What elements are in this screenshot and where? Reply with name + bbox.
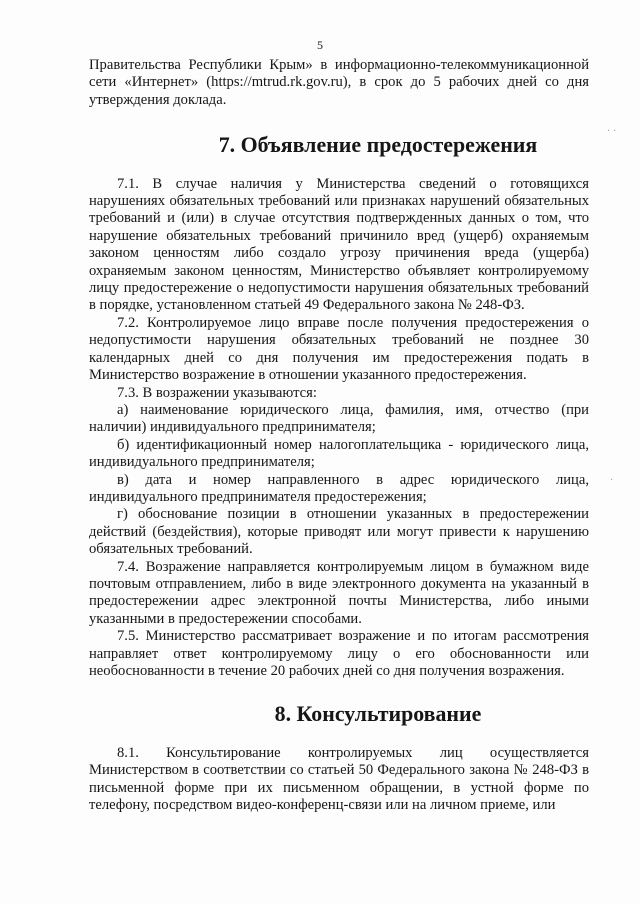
list-item-g: г) обоснование позиции в отношении указанных в предостережении действий (бездействия), которые приводят или могут привести к нарушению обязательных требований. [89,506,589,558]
paragraph-8-1: 8.1. Консультирование контролируемых лиц осуществляется Министерством в соответствии со статьей 50 Федерального закона № 248-ФЗ в письменной форме при их письменном обращении, в устной форме по телефону, посредством видео-конференц-связи или на личном приеме, или [89,744,589,814]
list-item-v: в) дата и номер направленного в адрес юридического лица, индивидуального предпринимателя предостережения; [89,471,589,505]
intro-paragraph: Правительства Республики Крым» в информационно-телекоммуникационной сети «Интернет» (https://mtrud.rk.gov.ru), в срок до 5 рабочих дней со дня утверждения доклада. [89,57,589,108]
document-body [89,57,589,814]
paragraph-7-4: 7.4. Возражение направляется контролируемым лицом в бумажном виде почтовым отправлением, либо в виде электронного документа на указанный в предостережении адрес электронной почты Министерства, либо иными указанными в предостережении способами. [89,558,589,627]
paragraph-7-1: 7.1. В случае наличия у Министерства сведений о готовящихся нарушениях обязательных требований или признаках нарушений обязательных требований и (или) в случае отсутствия подтвержденных данных о том, что нарушение обязательных требований причинило вред (ущерб) охраняемым законом ценностям либо создало угрозу причинения вреда (ущерба) охраняемым законом ценностям, Министерство объявляет контролируемому лицу предостережение о недопустимости нарушения обязательных требований в порядке, установленном статьей 49 Федерального закона № 248-ФЗ. [89,175,589,314]
paragraph-7-2: 7.2. Контролируемое лицо вправе после получения предостережения о недопустимости нарушения обязательных требований не позднее 30 календарных дней со дня получения им предостережения подать в Министерство возражение в отношении указанного предостережения. [89,314,589,384]
list-item-a: а) наименование юридического лица, фамилия, имя, отчество (при наличии) индивидуального предпринимателя; [89,401,589,436]
scan-speck: · [610,475,614,486]
page-number: 5 [317,38,323,52]
section-7-title: 7. Объявление предостережения [218,132,538,158]
paragraph-7-3: 7.3. В возражении указываются: [117,384,317,401]
section-8-title: 8. Консультирование [274,701,482,727]
list-item-b: б) идентификационный номер налогоплательщика - юридического лица, индивидуального предпринимателя; [89,436,589,471]
paragraph-7-5: 7.5. Министерство рассматривает возражение и по итогам рассмотрения направляет ответ контролируемому лицу о его обоснованности или необоснованности в течение 20 рабочих дней со дня получения возражения. [89,628,589,679]
scan-speck: · · [607,126,617,137]
